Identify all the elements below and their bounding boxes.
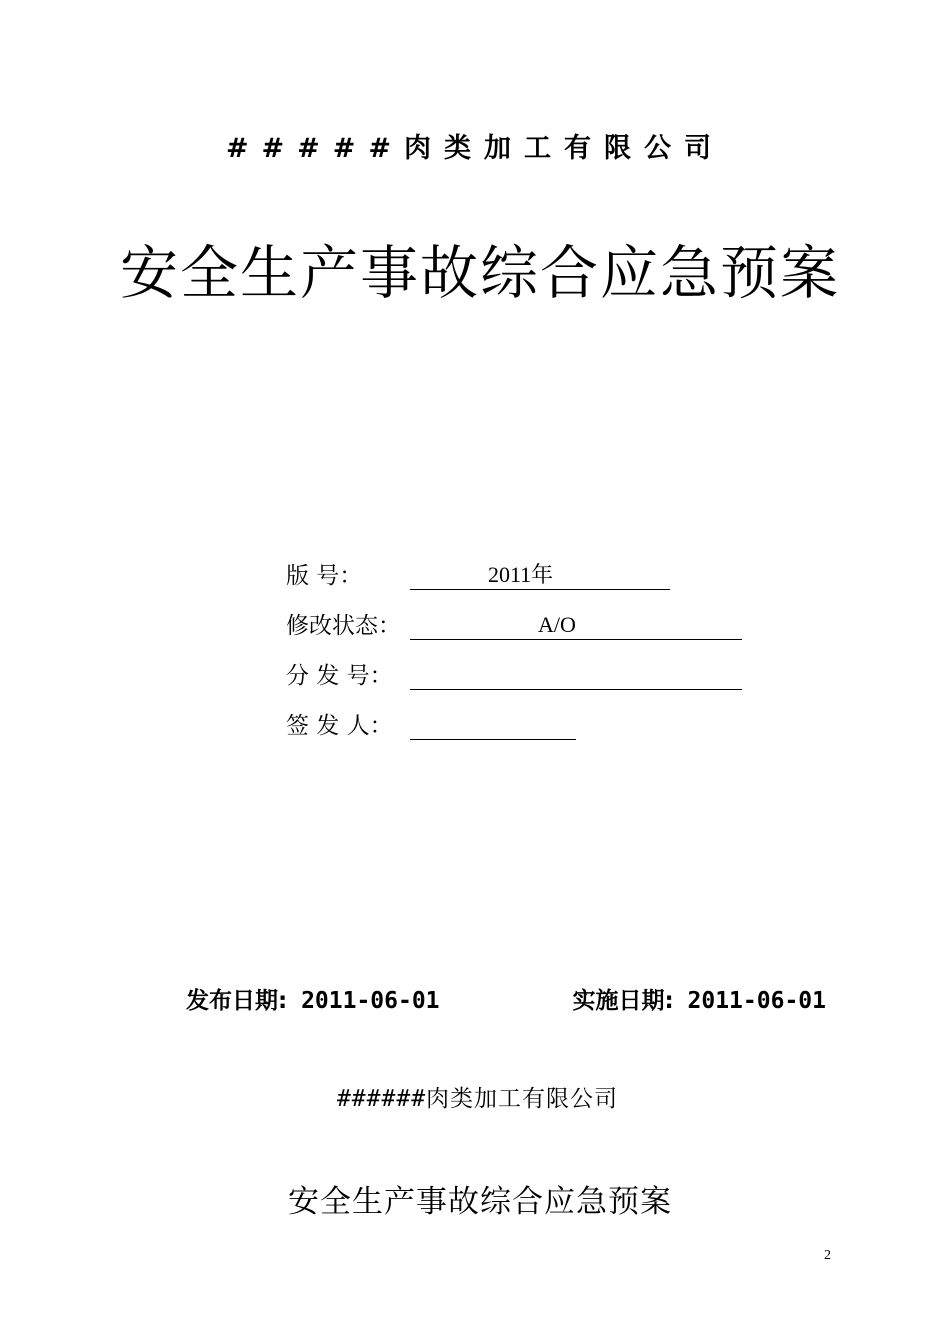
company-name-footer: ######肉类加工有限公司 (336, 1086, 619, 1112)
page-number: 2 (824, 1248, 831, 1263)
effective-date (572, 982, 826, 1015)
distribution-value (410, 660, 742, 690)
field-row-issuer (286, 706, 576, 740)
field-row-revision (286, 606, 742, 640)
revision-label: 修改状态： (286, 613, 401, 639)
footer-title: 安全生产事故综合应急预案 (288, 1184, 672, 1220)
version-value: 2011年 (410, 560, 670, 590)
release-date (186, 982, 440, 1015)
document-title: 安全生产事故综合应急预案 (119, 239, 840, 307)
issuer-value (410, 710, 576, 740)
release-date-label: 发布日期: (186, 988, 288, 1014)
effective-date-value: 2011-06-01 (687, 988, 826, 1014)
issuer-label: 签 发 人： (286, 713, 393, 739)
field-row-version (286, 556, 670, 590)
field-row-distribution (286, 656, 742, 690)
effective-date-label: 实施日期: (572, 988, 674, 1014)
version-label: 版 号： (286, 563, 363, 589)
revision-value: A/O (410, 610, 742, 640)
company-name-header: #####肉类加工有限公司 (225, 133, 725, 164)
release-date-value: 2011-06-01 (301, 988, 440, 1014)
dates-row (186, 982, 826, 1015)
distribution-label: 分 发 号： (286, 663, 393, 689)
